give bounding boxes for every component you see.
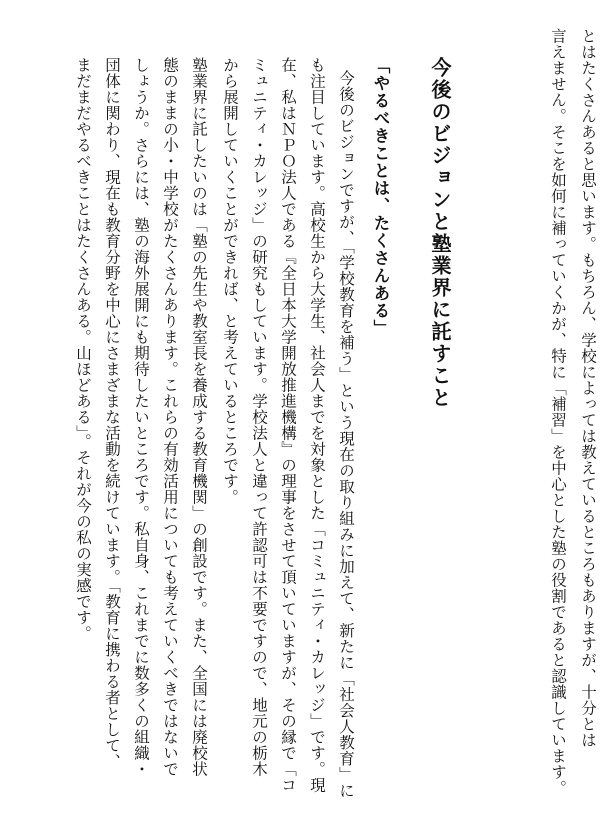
body-line-9: 団体に関わり、現在も教育分野を中心にさまざまな活動を続けています。「教育に携わる者として、 <box>103 57 121 770</box>
body-line-2: も注目しています。高校生から大学生、社会人までを対象とした「コミュニティ・カレッジ」です。現 <box>308 57 326 793</box>
body-line-7: 態のままの小・中学校がたくさんあります。これらの有効活用についても考えていくべきではないで <box>161 57 179 777</box>
subheading: 「やるべきことは、たくさんある」 <box>371 57 390 337</box>
body-line-3: 在、私はＮＰＯ法人である『全日本大学開放推進機構』の理事をさせて頂いていますが、その縁で「コ <box>279 57 297 793</box>
body-line-8: しょうか。さらには、塾の海外展開にも期待したいところです。私自身、これまでに数多くの組織・ <box>132 57 150 777</box>
body-line-10: まだまだやるべきことはたくさんある。山ほどある」。それが今の私の実感です。 <box>74 57 92 642</box>
body-line-4: ミュニティ・カレッジ」の研究もしています。学校法人と違って許認可は不要ですので、地元の栃木 <box>250 57 268 777</box>
body-line-6: 塾業界に託したいのは「塾の先生や教室長を養成する教育機関」の創設です。また、全国には廃校状 <box>190 57 208 777</box>
body-top-line-2: 言えません。そこを如何に補っていくかが、特に「補習」を中心とした塾の役割であると認識しています。 <box>549 28 567 796</box>
body-top-line-1: とはたくさんあると思います。もちろん、学校によっては教えているところもありますが、十分とは <box>579 28 597 748</box>
body-line-5: から展開していくことができれば、と考えているところです。 <box>221 57 239 505</box>
section-heading: 今後のビジョンと塾業界に託すこと <box>428 57 452 409</box>
body-line-1: 今後のビジョンですが、「学校教育を補う」という現在の取り組みに加えて、新たに「社会人教育」に <box>337 70 355 799</box>
